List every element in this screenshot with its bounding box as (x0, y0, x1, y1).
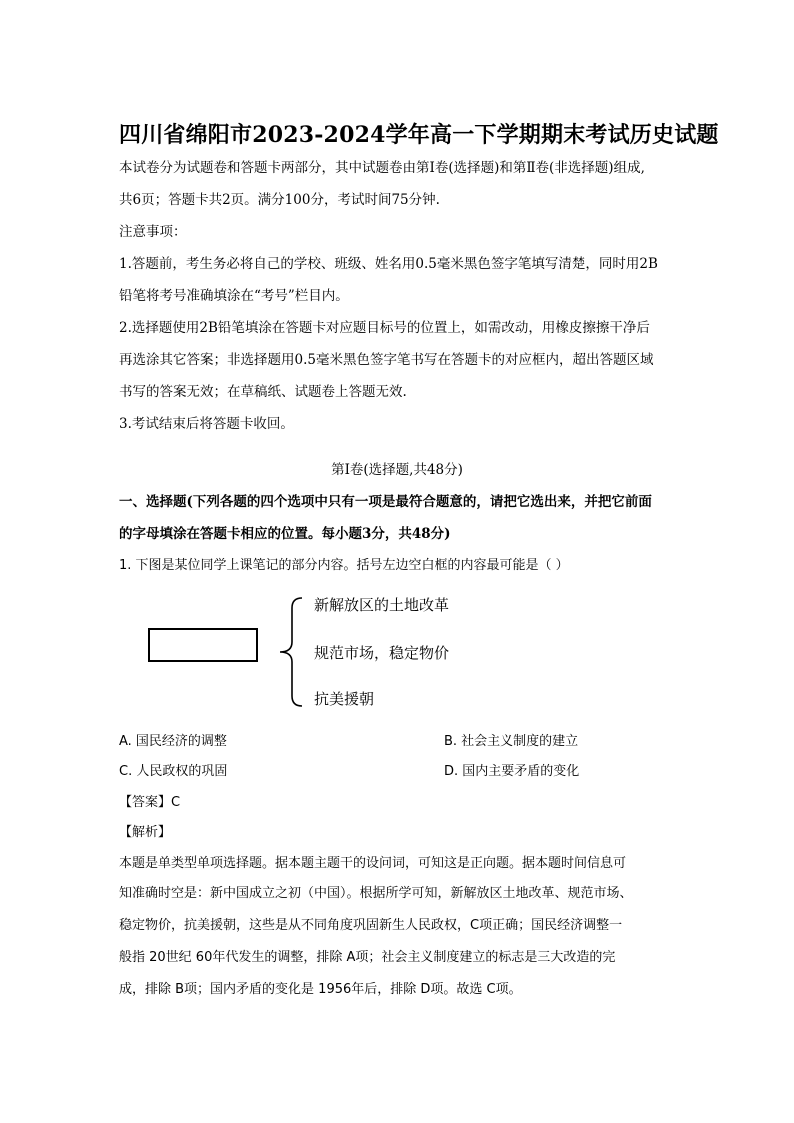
analysis-line: 知准确时空是：新中国成立之初（中国）。根据所学可知，新解放区土地改革、规范市场、 (119, 886, 633, 901)
note-line: 3.考试结束后将答题卡收回。 (119, 416, 294, 432)
section-heading: 第Ⅰ卷(选择题,共48分) (331, 462, 463, 478)
question-stem: 1. 下图是某位同学上课笔记的部分内容。括号左边空白框的内容最可能是（ ） (119, 558, 569, 573)
part-heading: 一、选择题(下列各题的四个选项中只有一项是最符合题意的，请把它选出来，并把它前面 (119, 494, 652, 510)
diagram-item: 新解放区的土地改革 (314, 596, 450, 614)
answer-label: 【答案】C (119, 795, 181, 810)
note-line: 2.选择题使用2B铅笔填涂在答题卡对应题目标号的位置上，如需改动，用橡皮擦擦干净后 (119, 320, 650, 336)
page-title: 四川省绵阳市2023-2024学年高一下学期期末考试历史试题 (119, 122, 719, 148)
brace-bracket (276, 596, 306, 708)
note-line: 再选涂其它答案；非选择题用0.5毫米黑色签字笔书写在答题卡的对应框内，超出答题区域 (119, 352, 654, 368)
note-line: 1.答题前，考生务必将自己的学校、班级、姓名用0.5毫米黑色签字笔填写清楚，同时用2B (119, 256, 658, 272)
notes-diagram (148, 590, 488, 712)
diagram-item: 抗美援朝 (314, 690, 375, 708)
option-d: D. 国内主要矛盾的变化 (444, 764, 580, 779)
intro-line: 本试卷分为试题卷和答题卡两部分，其中试题卷由第Ⅰ卷(选择题)和第Ⅱ卷(非选择题)组成, (119, 160, 645, 176)
part-heading: 的字母填涂在答题卡相应的位置。每小题3分，共48分) (119, 526, 451, 542)
diagram-item: 规范市场，稳定物价 (314, 644, 450, 662)
intro-line: 共6页；答题卡共2页。满分100分，考试时间75分钟. (119, 192, 440, 208)
option-c: C. 人民政权的巩固 (119, 764, 228, 779)
analysis-line: 稳定物价，抗美援朝，这些是从不同角度巩固新生人民政权，C项正确；国民经济调整一 (119, 918, 623, 933)
note-line: 书写的答案无效；在草稿纸、试题卷上答题无效. (119, 384, 407, 400)
blank-box (148, 628, 258, 662)
option-a: A. 国民经济的调整 (119, 734, 227, 749)
note-line: 铅笔将考号准确填涂在“考号”栏目内。 (119, 288, 349, 304)
analysis-line: 本题是单类型单项选择题。据本题主题干的设问词，可知这是正向题。据本题时间信息可 (119, 856, 627, 871)
analysis-line: 般指 20世纪 60年代发生的调整，排除 A项；社会主义制度建立的标志是三大改造的完 (119, 950, 616, 965)
analysis-label: 【解析】 (119, 825, 172, 840)
option-b: B. 社会主义制度的建立 (444, 734, 579, 749)
analysis-line: 成，排除 B项；国内矛盾的变化是 1956年后，排除 D项。故选 C项。 (119, 982, 522, 997)
notes-heading: 注意事项： (119, 224, 187, 240)
